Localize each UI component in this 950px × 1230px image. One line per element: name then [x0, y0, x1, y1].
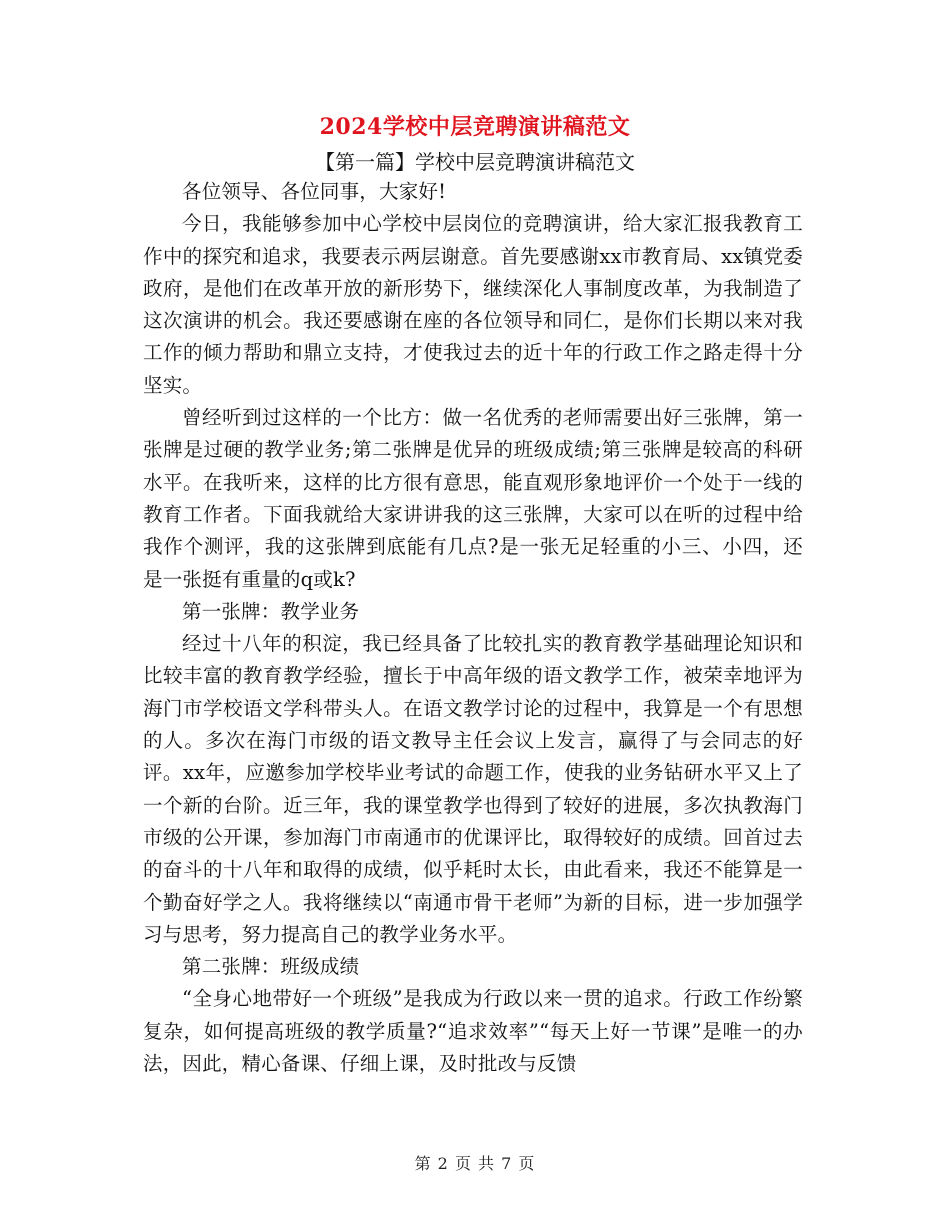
- document-body: [143, 176, 803, 1080]
- paragraph-thanks: 今日，我能够参加中心学校中层岗位的竞聘演讲，给大家汇报我教育工作中的探究和追求，我要表示两层谢意。首先要感谢xx市教育局、xx镇党委政府，是他们在改革开放的新形势下，继续深化人事制度改革，为我制造了这次演讲的机会。我还要感谢在座的各位领导和同仁，是你们长期以来对我工作的倾力帮助和鼎立支持，才使我过去的近十年的行政工作之路走得十分坚实。: [143, 212, 803, 397]
- paragraph-three-cards: 曾经听到过这样的一个比方：做一名优秀的老师需要出好三张牌，第一张牌是过硬的教学业务;第二张牌是优异的班级成绩;第三张牌是较高的科研水平。在我听来，这样的比方很有意思，能直观形象地评价一个处于一线的教育工作者。下面我就给大家讲讲我的这三张牌，大家可以在听的过程中给我作个测评，我的这张牌到底能有几点?是一张无足轻重的小三、小四，还是一张挺有重量的q或k?: [143, 406, 803, 591]
- paragraph-class-results: “全身心地带好一个班级”是我成为行政以来一贯的追求。行政工作纷繁复杂，如何提高班级的教学质量?“追求效率”“每天上好一节课”是唯一的办法，因此，精心备课、仔细上课，及时批改与反馈: [143, 987, 803, 1076]
- paragraph-teaching: 经过十八年的积淀，我已经具备了比较扎实的教育教学基础理论知识和比较丰富的教育教学经验，擅长于中高年级的语文教学工作，被荣幸地评为海门市学校语文学科带头人。在语文教学讨论的过程中，我算是一个有思想的人。多次在海门市级的语文教导主任会议上发言，赢得了与会同志的好评。xx年，应邀参加学校毕业考试的命题工作，使我的业务钻研水平又上了一个新的台阶。近三年，我的课堂教学也得到了较好的进展，多次执教海门市级的公开课，参加海门市南通市的优课评比，取得较好的成绩。回首过去的奋斗的十八年和取得的成绩，似乎耗时太长，由此看来，我还不能算是一个勤奋好学之人。我将继续以“南通市骨干老师”为新的目标，进一步加强学习与思考，努力提高自己的教学业务水平。: [143, 632, 803, 946]
- page-number: 第 2 页 共 7 页: [414, 1154, 536, 1173]
- section-heading: 【第一篇】学校中层竞聘演讲稿范文: [315, 150, 635, 174]
- subheading-teaching: 第一张牌：教学业务: [182, 599, 360, 623]
- document-title: 2024学校中层竞聘演讲稿范文: [319, 114, 631, 140]
- subheading-class-results: 第二张牌：班级成绩: [182, 955, 360, 979]
- paragraph-greeting: 各位领导、各位同事，大家好!: [182, 180, 447, 203]
